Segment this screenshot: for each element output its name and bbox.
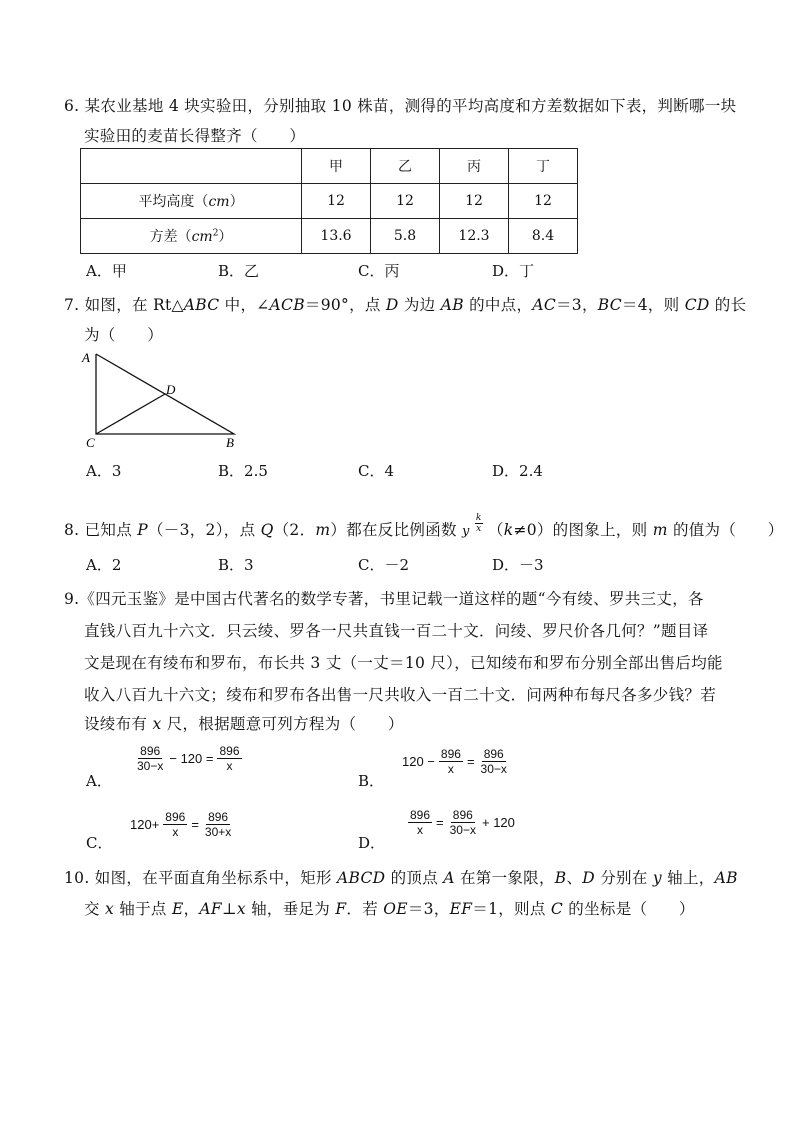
q7-option-c[interactable]: C．4 — [358, 462, 395, 480]
q9-line2: 直钱八百九十六文．只云绫、罗各一尺共直钱一百二十文．问绫、罗尺价各几何？”题目译 — [84, 622, 709, 640]
q7-line1: 7. 如图，在 Rt△ABC 中，∠ACB＝90°，点 D 为边 AB 的中点，AC＝3，BC＝4，则 CD 的长 — [64, 296, 747, 314]
label-b: B — [226, 435, 234, 450]
q9-equation-d[interactable]: $\frac{896}{x}$ = $\frac{896}{30-x}$ + 120 — [410, 808, 515, 837]
segment-cd — [96, 394, 165, 434]
q9-equation-b[interactable]: 120 − $\frac{896}{x}$ = $\frac{896}{30-x}$ — [402, 747, 507, 776]
table-corner-cell — [81, 149, 302, 184]
table-row — [81, 219, 578, 254]
q8-option-c[interactable]: C．－2 — [358, 556, 410, 574]
q6-number: 6. — [64, 97, 80, 115]
q9-option-b-label[interactable]: B． — [358, 772, 385, 790]
q7-triangle-figure — [78, 346, 248, 452]
q9-line1: 9.《四元玉鉴》是中国古代著名的数学专著，书里记载一道这样的题“今有绫、罗共三丈，各 — [64, 590, 704, 608]
table-cell: 12 — [509, 184, 578, 219]
q9-equation-a[interactable]: $\frac{896}{30-x}$ − 120 = $\frac{896}{x}$ — [137, 744, 240, 773]
table-cell: 12 — [440, 184, 509, 219]
table-header-row — [81, 149, 578, 184]
table-cell: 5.8 — [371, 219, 440, 254]
q8-option-d[interactable]: D．－3 — [492, 556, 544, 574]
q8-line1: 8. 已知点 P（－3，2），点 Q（2．m）都在反比例函数 y $\frac{k}{x}$ （k≠0）的图象上，则 m 的值为（ ） — [64, 512, 784, 539]
q9-option-d-label[interactable]: D． — [358, 834, 386, 852]
q9-equation-c[interactable]: 120+ $\frac{896}{x}$ = $\frac{896}{30+x}$ — [130, 810, 232, 839]
q6-data-table — [80, 148, 578, 254]
table-cell: 12 — [371, 184, 440, 219]
table-cell: 12.3 — [440, 219, 509, 254]
table-cell: 12 — [302, 184, 371, 219]
q9-option-c-label[interactable]: C． — [86, 834, 113, 852]
table-row — [81, 184, 578, 219]
table-header-cell: 甲 — [302, 149, 371, 184]
table-header-cell: 丙 — [440, 149, 509, 184]
row-label-variance: 方差$(cm^2)$ — [81, 219, 302, 254]
q7-option-a[interactable]: A．3 — [86, 462, 122, 480]
label-a: A — [82, 350, 90, 365]
q9-line4: 收入八百九十六文；绫布和罗布各出售一尺共收入一百二十文．问两种布每尺各多少钱？若 — [84, 686, 717, 704]
q7-line2: 为（ ） — [84, 326, 164, 344]
table-header-cell: 乙 — [371, 149, 440, 184]
label-c: C — [86, 435, 95, 450]
q6-line2: 实验田的麦苗长得整齐（ ） — [84, 127, 306, 145]
q6-option-b[interactable]: B．乙 — [218, 262, 260, 280]
q8-option-b[interactable]: B．3 — [218, 556, 254, 574]
table-cell: 8.4 — [509, 219, 578, 254]
function-fraction: $\frac{k}{x}$ — [475, 512, 482, 534]
row-label-average-height: 平均高度（cm） — [81, 184, 302, 219]
q6-text1: 某农业基地 4 块实验田，分别抽取 10 株苗，测得的平均高度和方差数据如下表，判断哪一块 — [84, 97, 737, 115]
q8-option-a[interactable]: A．2 — [86, 556, 122, 574]
label-d: D — [166, 382, 176, 397]
q9-line3: 文是现在有绫布和罗布，布长共 3 丈（一丈＝10 尺），已知绫布和罗布分别全部出售后均能 — [84, 654, 723, 672]
q9-line5: 设绫布有 x 尺，根据题意可列方程为（ ） — [84, 715, 404, 733]
q10-line2: 交 x 轴于点 E，AF⊥x 轴，垂足为 F．若 OE＝3，EF＝1，则点 C 的坐标是（ ） — [84, 900, 695, 918]
q6-option-d[interactable]: D．丁 — [492, 262, 535, 280]
q6-option-c[interactable]: C．丙 — [358, 262, 400, 280]
q9-option-a-label[interactable]: A． — [86, 772, 112, 790]
q7-option-b[interactable]: B．2.5 — [218, 462, 268, 480]
table-header-cell: 丁 — [509, 149, 578, 184]
q10-line1: 10. 如图，在平面直角坐标系中，矩形 ABCD 的顶点 A 在第一象限，B、D 分别在 y 轴上，AB — [64, 869, 738, 887]
q6-line1 — [64, 94, 736, 116]
q6-option-a[interactable]: A．甲 — [86, 262, 127, 280]
q7-option-d[interactable]: D．2.4 — [492, 462, 543, 480]
table-cell: 13.6 — [302, 219, 371, 254]
